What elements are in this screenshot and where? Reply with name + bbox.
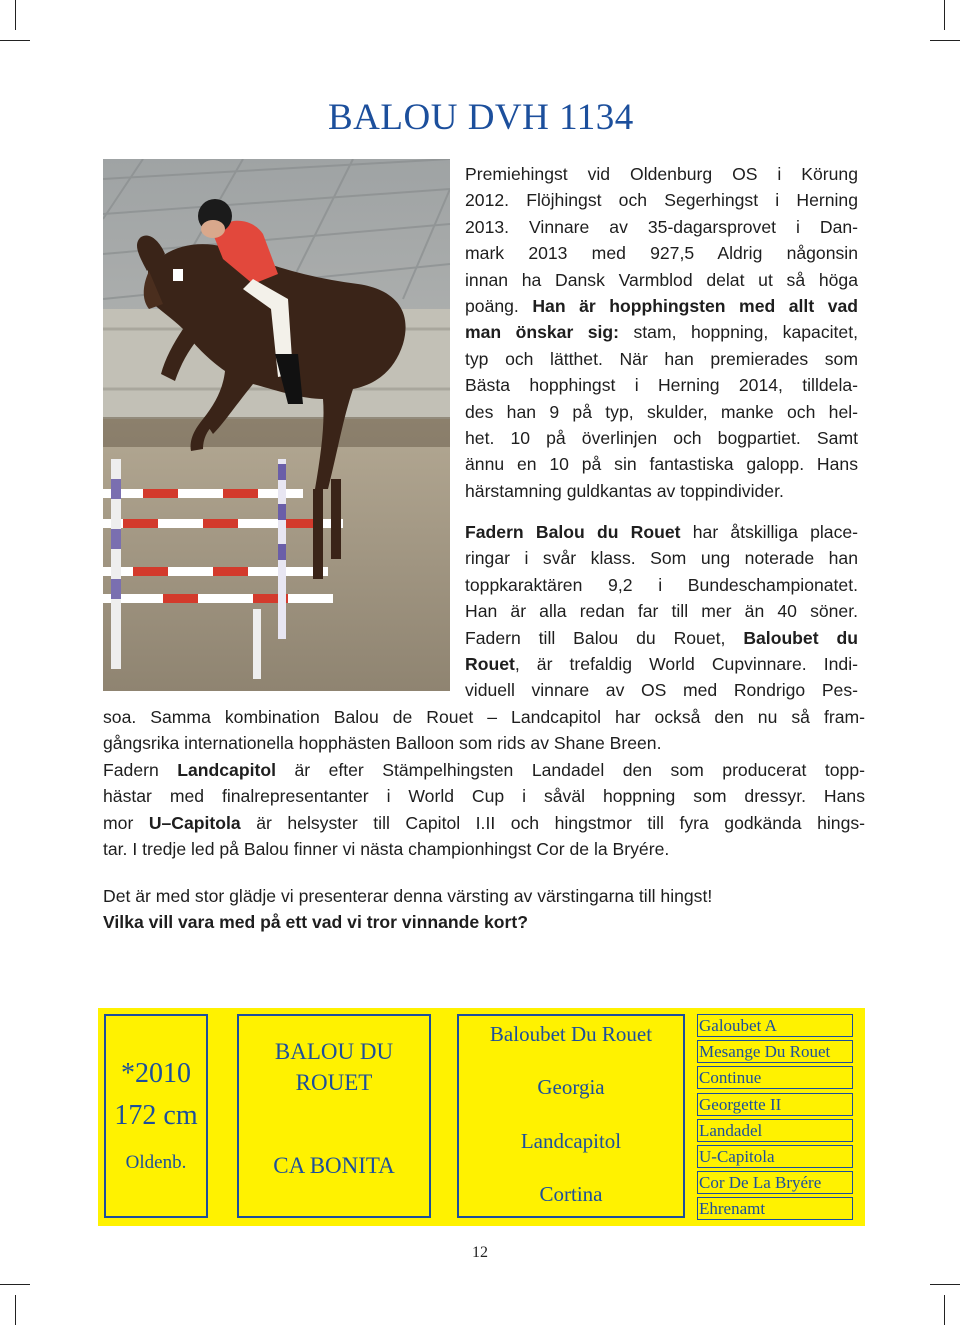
text-line: innan ha Dansk Varmblod delat ut så höga: [465, 269, 858, 290]
crop-mark: [944, 1295, 945, 1325]
text-line: gångsrika internationella hopphästen Balloon som rids av Shane Breen.: [103, 733, 662, 754]
great-grandparent: Ehrenamt: [697, 1197, 853, 1220]
text-run: Fadern till Balou du Rouet,: [465, 627, 744, 648]
great-grandparent: Galoubet A: [697, 1014, 853, 1037]
great-grandparent: Cor De La Bryére: [697, 1171, 853, 1194]
great-grandparent: Landadel: [697, 1119, 853, 1142]
sire-name: BALOU DU ROUET: [274, 1039, 394, 1095]
great-grandparent: Georgette II: [697, 1093, 853, 1116]
crop-mark: [0, 40, 30, 41]
breed: Oldenb.: [125, 1152, 187, 1173]
crop-mark: [930, 1284, 960, 1285]
granddam-maternal: Cortina: [539, 1182, 603, 1206]
text-line: Han är alla redan far till mer än 40 söner.: [465, 601, 858, 622]
text-line: des han 9 på typ, skulder, manke och hel-: [465, 401, 858, 422]
text-line: typ och lätthet. När han premierades som: [465, 348, 858, 369]
text-line: 2013. Vinnare av 35-dagarsprovet i Dan-: [465, 216, 858, 237]
text-run: poäng.: [465, 296, 533, 317]
text-run: Fadern: [103, 759, 178, 780]
great-grandparent: U-Capitola: [697, 1145, 853, 1168]
intro-paragraph: [465, 161, 858, 504]
bold-text: man önskar sig:: [465, 322, 620, 343]
text-line: soa. Samma kombination Balou de Rouet – Landcapitol har också den nu så fram-: [103, 707, 865, 727]
text-line: het. 10 på överlinjen och bogpartiet. Samt: [465, 428, 858, 449]
sire-paragraph-column: [465, 519, 858, 704]
bold-text: Han är hopphingsten med allt vad: [532, 296, 859, 317]
bold-text: Fadern Balou du Rouet: [465, 522, 681, 542]
grandsire-paternal: Baloubet Du Rouet: [489, 1022, 653, 1046]
text-run: stam, hoppning, kapacitet,: [619, 322, 858, 343]
sire-paragraph-full: [103, 704, 865, 862]
text-line: Bästa hopphingst i Herning 2014, tilldela-: [465, 375, 858, 396]
text-line: viduell vinnare av OS med Rondrigo Pes-: [465, 680, 858, 701]
text-line: ännu en 10 på sin fantastiska galopp. Hans: [465, 454, 858, 475]
bold-text: Landcapitol: [177, 759, 276, 780]
dam-name: CA BONITA: [273, 1153, 395, 1178]
text-line: [465, 519, 858, 545]
text-line: tar. I tredje led på Balou finner vi nästa championhingst Cor de la Bryére.: [103, 839, 670, 860]
text-run: mor: [103, 812, 149, 833]
text-line: Premiehingst vid Oldenburg OS i Körung: [465, 164, 858, 184]
text-line: 2012. Flöjhingst och Segerhingst i Herning: [465, 190, 858, 211]
text-line: [465, 625, 858, 651]
text-line: hästar med finalrepresentanter i World Cup i såväl hoppning som dressyr. Hans: [103, 786, 865, 807]
crop-mark: [15, 0, 16, 30]
crop-mark: [944, 0, 945, 30]
crop-mark: [15, 1295, 16, 1325]
granddam-paternal: Georgia: [537, 1075, 605, 1099]
text-run: är helsyster till Capitol I.II och hingstmor till fyra godkända hings-: [240, 812, 866, 833]
page-number: 12: [472, 1244, 488, 1261]
text-line: [465, 293, 858, 319]
text-line: ringar i svår klass. Som ung noterade han: [465, 548, 858, 569]
text-line: toppkaraktären 9,2 i Bundeschampionatet.: [465, 574, 858, 595]
text-run: har åtskilliga place-: [680, 522, 859, 542]
bold-text: U–Capitola: [148, 812, 241, 833]
crop-mark: [0, 1284, 30, 1285]
horse-jumping-photo: [103, 159, 450, 691]
page-title: BALOU DVH 1134: [328, 97, 634, 138]
text-line: Det är med stor glädje vi presenterar denna värsting av värstingarna till hingst!: [103, 886, 713, 906]
grandsire-maternal: Landcapitol: [520, 1129, 622, 1153]
closing-question: Vilka vill vara med på ett vad vi tror vinnande kort?: [103, 912, 529, 933]
crop-mark: [930, 40, 960, 41]
text-line: mark 2013 med 927,5 Aldrig någonsin: [465, 243, 858, 264]
text-run: , är trefaldig World Cupvinnare. Indi-: [514, 654, 858, 675]
bold-text: Baloubet du: [743, 627, 858, 648]
text-line: [103, 810, 865, 836]
great-grandparent: Continue: [697, 1066, 853, 1089]
great-grandparent: Mesange Du Rouet: [697, 1040, 853, 1063]
text-line: härstamning guldkantas av toppindivider.: [465, 480, 784, 501]
text-run: är efter Stämpelhingsten Landadel den som producerat topp-: [275, 759, 865, 780]
text-line: [465, 651, 858, 677]
closing-paragraph: [103, 883, 865, 936]
text-line: [465, 319, 858, 345]
height: 172 cm: [114, 1100, 198, 1131]
bold-text: Rouet: [465, 654, 515, 675]
birth-year: *2010: [121, 1058, 191, 1089]
text-line: [103, 757, 865, 783]
